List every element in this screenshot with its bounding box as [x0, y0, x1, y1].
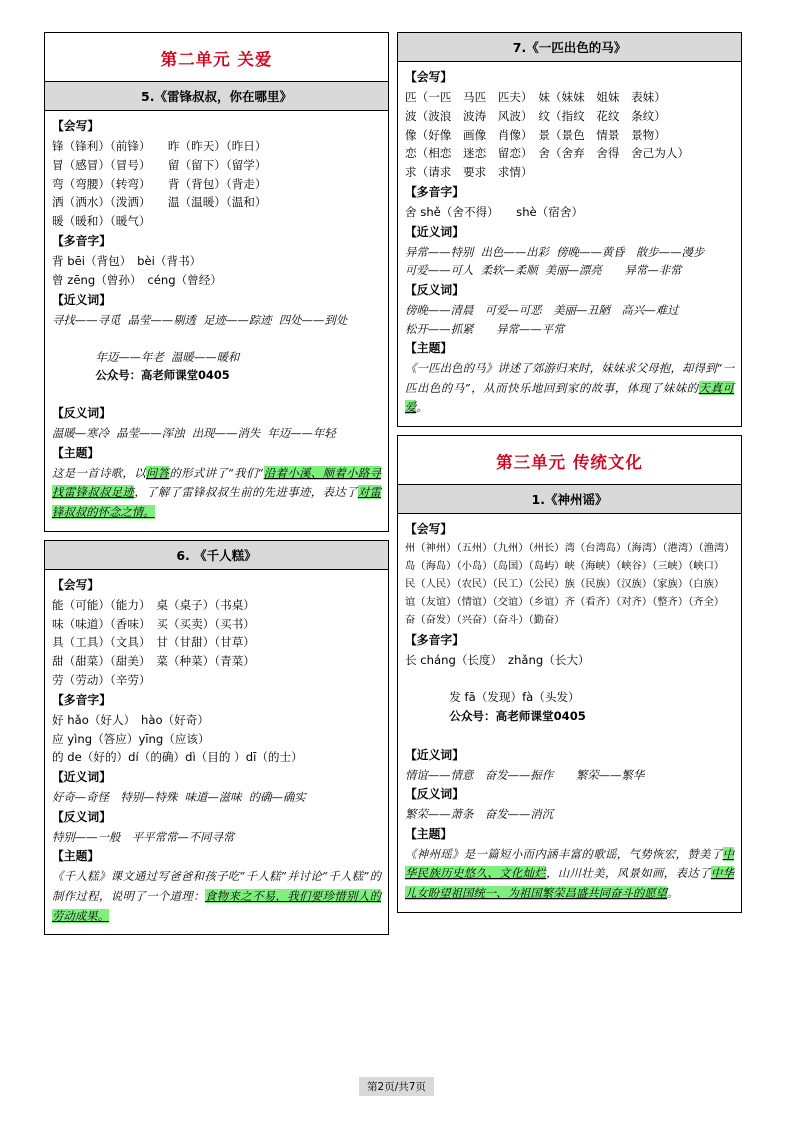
lesson5-synonym-line-2-text: 年迈——年老 温暖——暖和	[95, 349, 240, 364]
lesson7-antonym-line-2: 松开——抓紧 异常——平常	[405, 321, 565, 336]
lesson5-polyphone-head: 【多音字】	[52, 234, 111, 249]
lesson6-block	[44, 540, 389, 936]
lesson1-synonym-head: 【近义词】	[405, 747, 464, 762]
lesson1-polyphone-line-2-text: 发 fā（发现）fà（头发）	[449, 690, 580, 705]
unit2-block	[44, 32, 389, 532]
lesson6-write-head: 【会写】	[52, 577, 100, 592]
public-account-note-1: 公众号：高老师课堂0405	[95, 368, 230, 383]
theme-part-highlight: 对雷锋叔叔的怀念之情。	[52, 485, 381, 520]
unit3-lesson1-body	[398, 514, 741, 912]
lesson7-polyphone-line-1: 舍 shě（舍不得） shè（宿舍）	[405, 205, 584, 220]
lesson1-antonym-head: 【反义词】	[405, 787, 464, 802]
theme-part-highlight: 食物来之不易，我们要珍惜别人的劳动成果。	[52, 889, 381, 923]
lesson7-write-line-4: 恋（相恋 迷恋 留恋） 舍（舍弃 舍得 舍己为人）	[405, 146, 690, 161]
lesson6-write-line-4: 甜（甜菜）（甜美） 菜（种菜）（青菜）	[52, 654, 255, 669]
lesson5-write-line-3: 弯（弯腰）（转弯） 背（背包）（背走）	[52, 176, 267, 191]
lesson5-write-line-4: 洒（洒水）（泼洒） 温（温暖）（温和）	[52, 195, 267, 210]
lesson6-write-line-5: 劳（劳动）（辛劳）	[52, 672, 151, 687]
lesson7-write-line-2: 波（波浪 波涛 风波） 纹（指纹 花纹 条纹）	[405, 108, 666, 123]
lesson1-write-line-4: 谊（友谊）（情谊）（交谊）（乡谊）齐（看齐）（对齐）（整齐）（齐全）	[405, 595, 725, 608]
lesson7-write-line-3: 像（好像 画像 肖像） 景（景色 情景 景物）	[405, 127, 666, 142]
lesson5-antonym-head: 【反义词】	[52, 406, 111, 421]
lesson5-body	[45, 111, 388, 531]
lesson6-write-line-3: 具（工具）（文具） 甘（甘甜）（甘草）	[52, 635, 255, 650]
unit2-title: 第二单元 关爱	[160, 50, 273, 69]
page-footer	[0, 1075, 793, 1096]
lesson7-theme-text	[405, 359, 734, 418]
theme-part-highlight: 沿着小溪、顺着小路寻找雷锋叔叔足迹	[52, 465, 381, 500]
lesson7-synonym-line-2: 可爱——可人 柔软—柔顺 美丽—漂亮 异常—非常	[405, 263, 682, 278]
theme-part: 《千人糕》课文通过写爸爸和孩子吃“千人糕”并讨论“千人糕”的制作过程，说明了一个道理：	[52, 869, 381, 903]
lesson7-title: 7.《一匹出色的马》	[398, 33, 741, 62]
lesson6-theme-text	[52, 867, 381, 926]
lesson1-theme-head: 【主题】	[405, 826, 453, 841]
theme-part: 。	[416, 400, 428, 415]
lesson5-write-line-5: 暖（暖和）（暖气）	[52, 214, 151, 229]
lesson5-polyphone-line-2: 曾 zēng（曾孙） céng（曾经）	[52, 272, 222, 287]
lesson5-theme-head: 【主题】	[52, 445, 100, 460]
lesson6-write-line-1: 能（可能）（能力） 桌（桌子）（书桌）	[52, 597, 255, 612]
page-number: 第2页/共7页	[359, 1077, 434, 1096]
lesson5-write-line-1: 锋（锋利）（前锋） 昨（昨天）（昨日）	[52, 139, 267, 154]
lesson5-write-line-2: 冒（感冒）（冒号） 留（留下）（留学）	[52, 157, 267, 172]
lesson1-theme-text	[405, 845, 734, 904]
lesson5-synonym-line-1: 寻找——寻觅 晶莹——剔透 足迹——踪迹 四处——到处	[52, 312, 348, 327]
lesson7-block	[397, 32, 742, 427]
lesson6-polyphone-head: 【多音字】	[52, 692, 111, 707]
theme-part: 。	[667, 886, 679, 901]
lesson7-body	[398, 62, 741, 426]
lesson7-synonym-line-1: 异常——特别 出色——出彩 傍晚——黄昏 散步——漫步	[405, 245, 705, 260]
theme-part: 这是一首诗歌，以	[52, 465, 146, 480]
theme-part-highlight: 问答	[145, 465, 170, 480]
unit3-lesson1-title: 1.《神州谣》	[398, 484, 741, 514]
lesson1-write-line-5: 奋（奋发）（兴奋）（奋斗）（勤奋）	[405, 613, 565, 626]
lesson1-polyphone-line-1: 长 cháng（长度） zhǎng（长大）	[405, 652, 590, 667]
lesson7-synonym-head: 【近义词】	[405, 224, 464, 239]
lesson5-title: 5.《雷锋叔叔，你在哪里》	[45, 81, 388, 111]
theme-part-highlight: 天真可爱	[405, 380, 734, 415]
lesson6-antonym-line-1: 特别——一般 平平常常—不同寻常	[52, 829, 235, 844]
lesson5-write-head: 【会写】	[52, 119, 100, 133]
lesson1-write-head: 【会写】	[405, 521, 453, 536]
lesson7-polyphone-head: 【多音字】	[405, 185, 464, 200]
lesson5-polyphone-line-1: 背 bēi（背包） bèi（背书）	[52, 254, 202, 269]
lesson1-write-line-3: 民（人民）（农民）（民工）（公民）族（民族）（汉族）（家族）（白族）	[405, 577, 725, 590]
two-column-layout	[44, 32, 749, 935]
lesson1-write-line-2: 岛（海岛）（小岛）（岛国）（岛屿）峡（海峡）（峡谷）（三峡）（峡口）	[405, 559, 725, 572]
lesson5-synonym-line-2	[52, 329, 381, 403]
left-column	[44, 32, 389, 935]
lesson6-antonym-head: 【反义词】	[52, 809, 111, 824]
theme-part: ，山川壮美，风景如画，表达了	[546, 866, 711, 881]
lesson7-write-line-1: 匹（一匹 马匹 匹夫） 妹（妹妹 姐妹 表妹）	[405, 90, 666, 105]
theme-part-highlight: 中华民族历史悠久、文化灿烂	[405, 846, 734, 881]
lesson7-antonym-head: 【反义词】	[405, 282, 464, 297]
lesson6-polyphone-line-2: 应 yìng（答应）yīng（应该）	[52, 731, 210, 746]
theme-part-highlight: 中华儿女盼望祖国统一、为祖国繁荣昌盛共同奋斗的愿望	[405, 866, 734, 901]
lesson6-theme-head: 【主题】	[52, 849, 100, 864]
lesson6-polyphone-line-1: 好 hǎo（好人） hào（好奇）	[52, 712, 209, 727]
lesson7-write-line-5: 求（请求 要求 求情）	[405, 165, 533, 180]
lesson7-theme-head: 【主题】	[405, 341, 453, 355]
lesson1-polyphone-line-2	[405, 669, 734, 744]
unit3-title: 第三单元 传统文化	[496, 452, 643, 472]
lesson6-polyphone-line-3: 的 de（好的）dí（的确）dì（目的 ）dī（的士）	[52, 750, 303, 765]
lesson1-antonym-line-1: 繁荣——萧条 奋发——消沉	[405, 807, 554, 822]
lesson1-write-line-1: 州（神州）（五州）（九州）（州长）湾（台湾岛）（海湾）（港湾）（渔湾）	[405, 542, 735, 555]
theme-part: 《一匹出色的马》讲述了郊游归来时，妹妹求父母抱，却得到“一匹出色的马”，从而快乐地回到家的故事，体现了妹妹的	[405, 361, 734, 395]
lesson6-body	[45, 570, 388, 935]
public-account-note-2: 公众号：高老师课堂0405	[449, 709, 586, 724]
theme-part: ，了解了雷锋叔叔生前的先进事迹，表达了	[134, 485, 358, 500]
lesson7-write-head: 【会写】	[405, 70, 453, 84]
lesson5-theme-text	[52, 464, 381, 523]
lesson6-title: 6. 《千人糕》	[45, 541, 388, 570]
lesson6-write-line-2: 味（味道）（香味） 买（买卖）（买书）	[52, 616, 255, 631]
theme-part: 《神州瑶》是一篇短小而内涵丰富的歌谣，气势恢宏，赞美了	[405, 846, 723, 861]
lesson6-synonym-line-1: 好奇—奇怪 特别—特殊 味道—滋味 的确—确实	[52, 790, 306, 805]
lesson5-synonym-head: 【近义词】	[52, 292, 111, 307]
lesson1-synonym-line-1: 情谊——情意 奋发——振作 繁荣——繁华	[405, 767, 645, 782]
lesson6-synonym-head: 【近义词】	[52, 770, 111, 785]
unit3-block	[397, 435, 742, 913]
lesson1-polyphone-head: 【多音字】	[405, 632, 464, 647]
right-column	[397, 32, 742, 913]
lesson5-antonym-line-1: 温暖—寒冷 晶莹——浑浊 出现——消失 年迈——年轻	[52, 426, 336, 441]
theme-part: 的形式讲了“我们”	[169, 465, 264, 480]
lesson7-antonym-line-1: 傍晚——清晨 可爱—可恶 美丽—丑陋 高兴—难过	[405, 303, 679, 318]
